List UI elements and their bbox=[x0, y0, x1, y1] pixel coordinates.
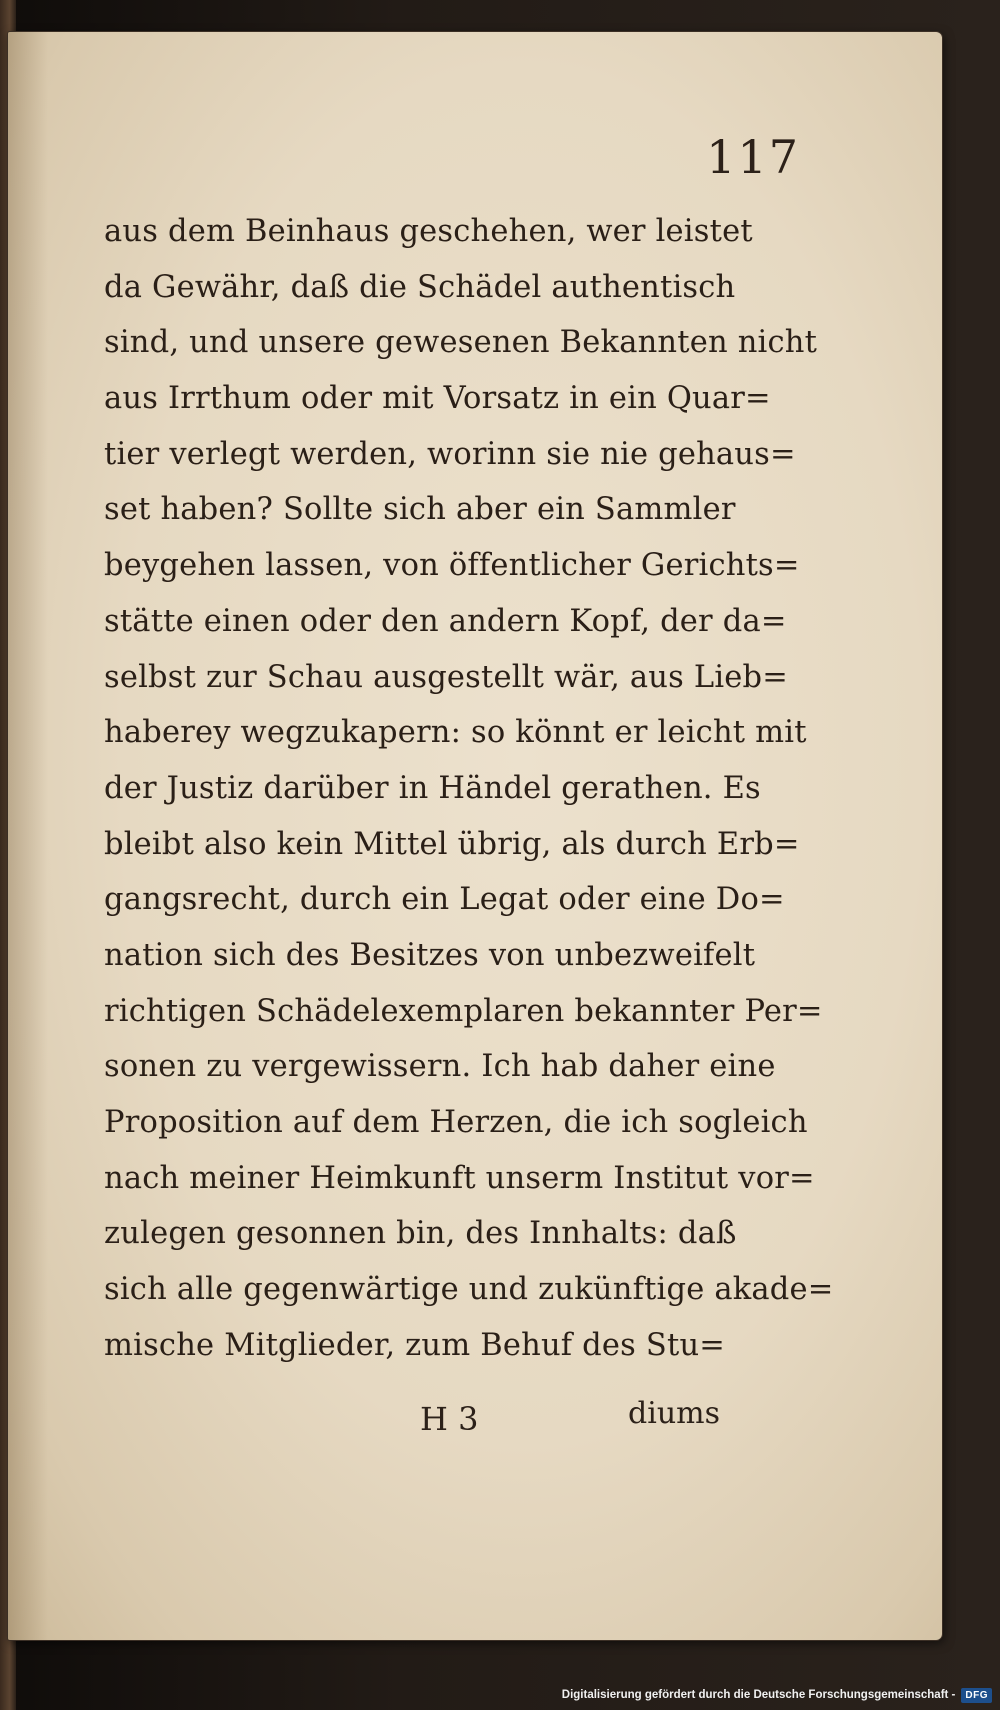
catchword: diums bbox=[628, 1396, 720, 1431]
text-line: nation sich des Besitzes von unbezweifelt bbox=[104, 937, 756, 973]
digitization-attribution bbox=[562, 1684, 992, 1706]
text-line: mische Mitglieder, zum Behuf des Stu= bbox=[104, 1327, 726, 1363]
text-line: aus Irrthum oder mit Vorsatz in ein Quar= bbox=[104, 381, 771, 417]
page-text bbox=[104, 204, 834, 1373]
text-line: selbst zur Schau ausgestellt wär, aus Lieb= bbox=[104, 659, 789, 695]
text-line: set haben? Sollte sich aber ein Sammler bbox=[104, 492, 736, 528]
gutter-shadow bbox=[8, 32, 48, 1640]
text-line: aus dem Beinhaus geschehen, wer leistet bbox=[104, 214, 753, 249]
text-line: stätte einen oder den andern Kopf, der da= bbox=[104, 603, 787, 639]
text-line: sich alle gegenwärtige und zukünftige akade= bbox=[104, 1272, 834, 1308]
text-line: richtigen Schädelexemplaren bekannter Per= bbox=[104, 993, 823, 1029]
text-line: gangsrecht, durch ein Legat oder eine Do= bbox=[104, 882, 785, 918]
text-line: zulegen gesonnen bin, des Innhalts: daß bbox=[104, 1216, 737, 1252]
signature-mark: H 3 bbox=[420, 1400, 479, 1438]
text-line: der Justiz darüber in Händel gerathen. Es bbox=[104, 770, 761, 806]
page-footer bbox=[104, 1396, 720, 1460]
attribution-text: Digitalisierung gefördert durch die Deutsche Forschungsgemeinschaft - bbox=[561, 1689, 956, 1701]
text-line: bleibt also kein Mittel übrig, als durch Erb= bbox=[104, 826, 800, 862]
text-line: beygehen lassen, von öffentlicher Gerichts= bbox=[104, 548, 800, 584]
text-line: tier verlegt werden, worinn sie nie gehaus= bbox=[104, 436, 796, 472]
text-line: Proposition auf dem Herzen, die ich sogleich bbox=[104, 1105, 808, 1140]
page-number: 117 bbox=[706, 130, 800, 184]
text-line: haberey wegzukapern: so könnt er leicht mit bbox=[104, 715, 807, 751]
text-line: da Gewähr, daß die Schädel authentisch bbox=[104, 269, 736, 305]
text-line: nach meiner Heimkunft unserm Institut vor= bbox=[104, 1160, 815, 1196]
dfg-logo-icon: DFG bbox=[961, 1688, 992, 1703]
text-line: sonen zu vergewissern. Ich hab daher eine bbox=[104, 1049, 776, 1085]
text-line: sind, und unsere gewesenen Bekannten nicht bbox=[104, 325, 818, 361]
